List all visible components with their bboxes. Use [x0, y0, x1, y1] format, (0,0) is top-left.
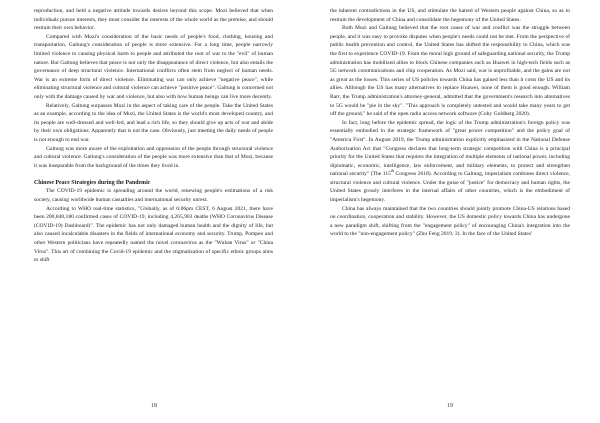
paragraph-text: Congress 2018). According to Galtung, imperialism combines direct violence, structural violence and cultural violence. Under the guise of "justice" for democracy and human rights, the United States grossly interferes in the internal affairs of other countries, which is the embodiment of imperialism's hegemony.: [330, 171, 570, 204]
paragraph: The COVID-19 epidemic is spreading around the world, renewing people's estimations of a risk society, causing worldwide human casualties and international security unrest.: [34, 188, 273, 204]
paragraph: Compared with Mozi's consideration of the basic needs of people's food, clothing, housing and transportation, Galtung's consideration of people is more extensive. For a long time, people narrowly limited violence to causing physical harm to people and attributed the root of war to the "evil" of human nature. But Galtung believes that peace is not only the disappearance of direct violence, but also entails the governance of deep structural violence. International conflicts often stem from neglect of human needs. War is an extreme form of direct violence. Eliminating war can only achieve "negative peace", while eliminating structural violence and cultural violence can achieve "positive peace". Galtung is concerned not only with the damage caused by war and violence, but also with how human beings can live more decently.: [34, 33, 273, 100]
left-page-text: [34, 7, 273, 265]
page-number: 19: [447, 403, 453, 409]
section-heading: Chinese Peace Strategies during the Pandemic: [34, 179, 151, 186]
paragraph: reproduction, and held a negative attitude towards desires beyond this scope. Mozi believed that when individuals pursue interests, they must consider the interests of the whole world as the premise, and should restrain their own behavior.: [34, 8, 273, 32]
right-page-text: [330, 7, 570, 239]
paragraph: Relatively, Galtung surpasses Mozi in the aspect of taking care of the people. Take the United States as an example, according to the idea of Mozi, the United States is the world's most developed country, and its people are well-dressed and well-fed, and lead a rich life, so they should give up acts of war and abide by their own obligations. Apparently that is not the case. Obviously, just meeting the daily needs of people is not enough to end war.: [34, 102, 273, 143]
paragraph: China has always maintained that the two countries should jointly promote China-US relations based on coordination, cooperation and stability. However, the US domestic policy towards China has undergone a new paradigm shift, shifting from the "engagement policy" of encouraging China's integration into the world to the "non-engagement policy" (Zhu Feng 2019, 3). In the face of the United States': [330, 205, 570, 238]
page-number: 18: [151, 403, 157, 409]
paragraph: Galtung was more aware of the exploitation and oppression of the people through structural violence and cultural violence. Galtung's consideration of the people was more extensive than that of Mozi, because it was inseparable from the background of the times they lived in.: [34, 145, 273, 169]
paragraph: [330, 119, 570, 205]
paragraph: According to WHO real-time statistics, "Globally, as of 6:06pm CEST, 6 August 2021, there have been 200,840,180 confirmed cases of COVID-19, including 4,265,903 deaths (WHO Coronavirus Disease (COVID-19) Dashboard)". The epidemic has not only damaged human health and the dignity of life, but also caused incalculable disasters in the fields of international economy and security. Trump, Pompeo and other Western politicians have repeatedly named the novel coronavirus as the "Wuhan Virus" or "China Virus". This art of combining the Covid-19 epidemic and the stigmatization of specific ethnic groups aims to shift: [34, 205, 273, 264]
right-page: [300, 0, 600, 423]
ordinal-superscript: th: [390, 168, 394, 174]
paragraph-text: In fact, long before the epidemic spread, the logic of the Trump administration's foreign policy was essentially embodied in the strategic framework of "great power competition" and the policy goal of "America First". In August 2019, the Trump administration explicitly emphasized in the National Defense Authorization Act that "Congress declares that long-term strategic competition with China is a principal priority for the United States that requires the integration of multiple elements of national power, including diplomatic, economic, intelligence, law enforcement, and military elements, to protect and strengthen national security" (The 115: [330, 119, 570, 178]
paragraph: Both Mozi and Galtung believed that the root cause of war and conflict was the struggle between people, and it was easy to provoke disputes when people's needs could not be met. From the perspective of public health prevention and control, the United States has shifted the responsibility to China, which was the first to experience COVID-19. From the moral high ground of safeguarding national security, the Trump administration has mobilized allies to block Chinese companies such as Huawei in high-tech fields such as 5G network communications and chip cooperation. As Mozi said, war is unprofitable, and the gains are not as great as the losses. This series of US policies towards China has gained less than it costs the US and its allies. Although the US has many alternatives to replace Huawei, none of them is good enough. William Barr, the Trump administration's attorney-general, admitted that the government's research into alternatives to 5G would be "pie in the sky". "This approach is completely untested and would take many years to get off the ground," he said of the open radio access network software (Cohy Goldberg 2020).: [330, 25, 570, 118]
paragraph: the inherent contradictions in the US, and stimulate the hatred of Western people against China, so as to restrain the development of China and consolidate the hegemony of the United States.: [330, 8, 570, 23]
